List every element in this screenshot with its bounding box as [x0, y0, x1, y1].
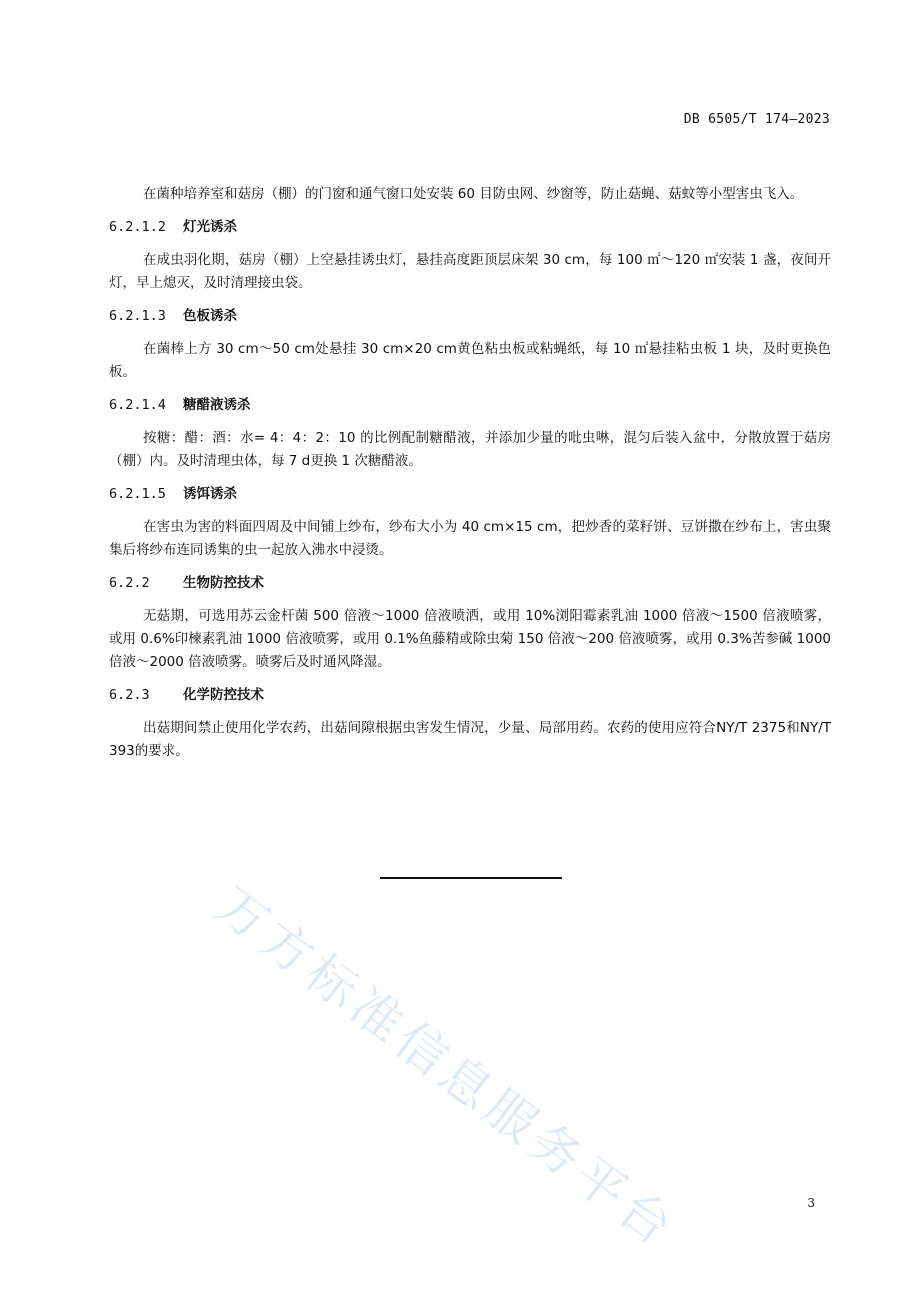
section-number: 6.2.1.3: [109, 308, 166, 324]
watermark: 万方标准信息服务平台: [205, 876, 688, 1260]
section-heading: [109, 572, 831, 595]
section-number: 6.2.1.4: [109, 397, 166, 413]
page-number: 3: [807, 1196, 815, 1210]
section-heading: [109, 483, 831, 506]
section-number: 6.2.2: [109, 575, 150, 591]
end-of-document-line: [380, 877, 562, 879]
section-title: 灯光诱杀: [183, 219, 237, 235]
section-heading: [109, 684, 831, 707]
section-title: 化学防控技术: [183, 687, 264, 703]
section-title: 色板诱杀: [183, 308, 237, 324]
section-heading: [109, 305, 831, 328]
paragraph: 在成虫羽化期，菇房（棚）上空悬挂诱虫灯，悬挂高度距顶层床架 30 cm，每 100 ㎡～120 ㎡安装 1 盏，夜间开灯，早上熄灭，及时清理接虫袋。: [109, 252, 831, 291]
paragraph: 出菇期间禁止使用化学农药，出菇间隙根据虫害发生情况，少量、局部用药。农药的使用应符合NY/T 2375和NY/T 393的要求。: [109, 720, 831, 759]
section-title: 诱饵诱杀: [183, 486, 237, 502]
document-body: [109, 183, 831, 773]
page-header-doc-id: DB 6505/T 174—2023: [683, 112, 830, 127]
section-heading: [109, 216, 831, 239]
paragraph: 按糖：醋：酒：水= 4：4：2：10 的比例配制糖醋液，并添加少量的吡虫啉，混匀后装入盆中，分散放置于菇房（棚）内。及时清理虫体，每 7 d更换 1 次糖醋液。: [109, 430, 831, 469]
paragraph: 无菇期，可选用苏云金杆菌 500 倍液～1000 倍液喷洒，或用 10%浏阳霉素乳油 1000 倍液～1500 倍液喷雾，或用 0.6%印楝素乳油 1000 倍液喷雾，或用 0.1%鱼藤精或除虫菊 150 倍液～200 倍液喷雾，或用 0.3%苦参碱 1000 倍液～2000 倍液喷雾。喷雾后及时通风降湿。: [109, 608, 831, 670]
section-title: 糖醋液诱杀: [183, 397, 251, 413]
section-heading: [109, 394, 831, 417]
section-number: 6.2.3: [109, 687, 150, 703]
section-number: 6.2.1.5: [109, 486, 166, 502]
paragraph: 在害虫为害的料面四周及中间铺上纱布，纱布大小为 40 cm×15 cm，把炒香的菜籽饼、豆饼撒在纱布上，害虫聚集后将纱布连同诱集的虫一起放入沸水中浸烫。: [109, 519, 831, 558]
section-title: 生物防控技术: [183, 575, 264, 591]
paragraph: 在菌种培养室和菇房（棚）的门窗和通气窗口处安装 60 目防虫网、纱窗等，防止菇蝇、菇蚊等小型害虫飞入。: [143, 186, 804, 202]
paragraph: 在菌棒上方 30 cm～50 cm处悬挂 30 cm×20 cm黄色粘虫板或粘蝇纸，每 10 ㎡悬挂粘虫板 1 块，及时更换色板。: [109, 341, 831, 380]
section-number: 6.2.1.2: [109, 219, 166, 235]
